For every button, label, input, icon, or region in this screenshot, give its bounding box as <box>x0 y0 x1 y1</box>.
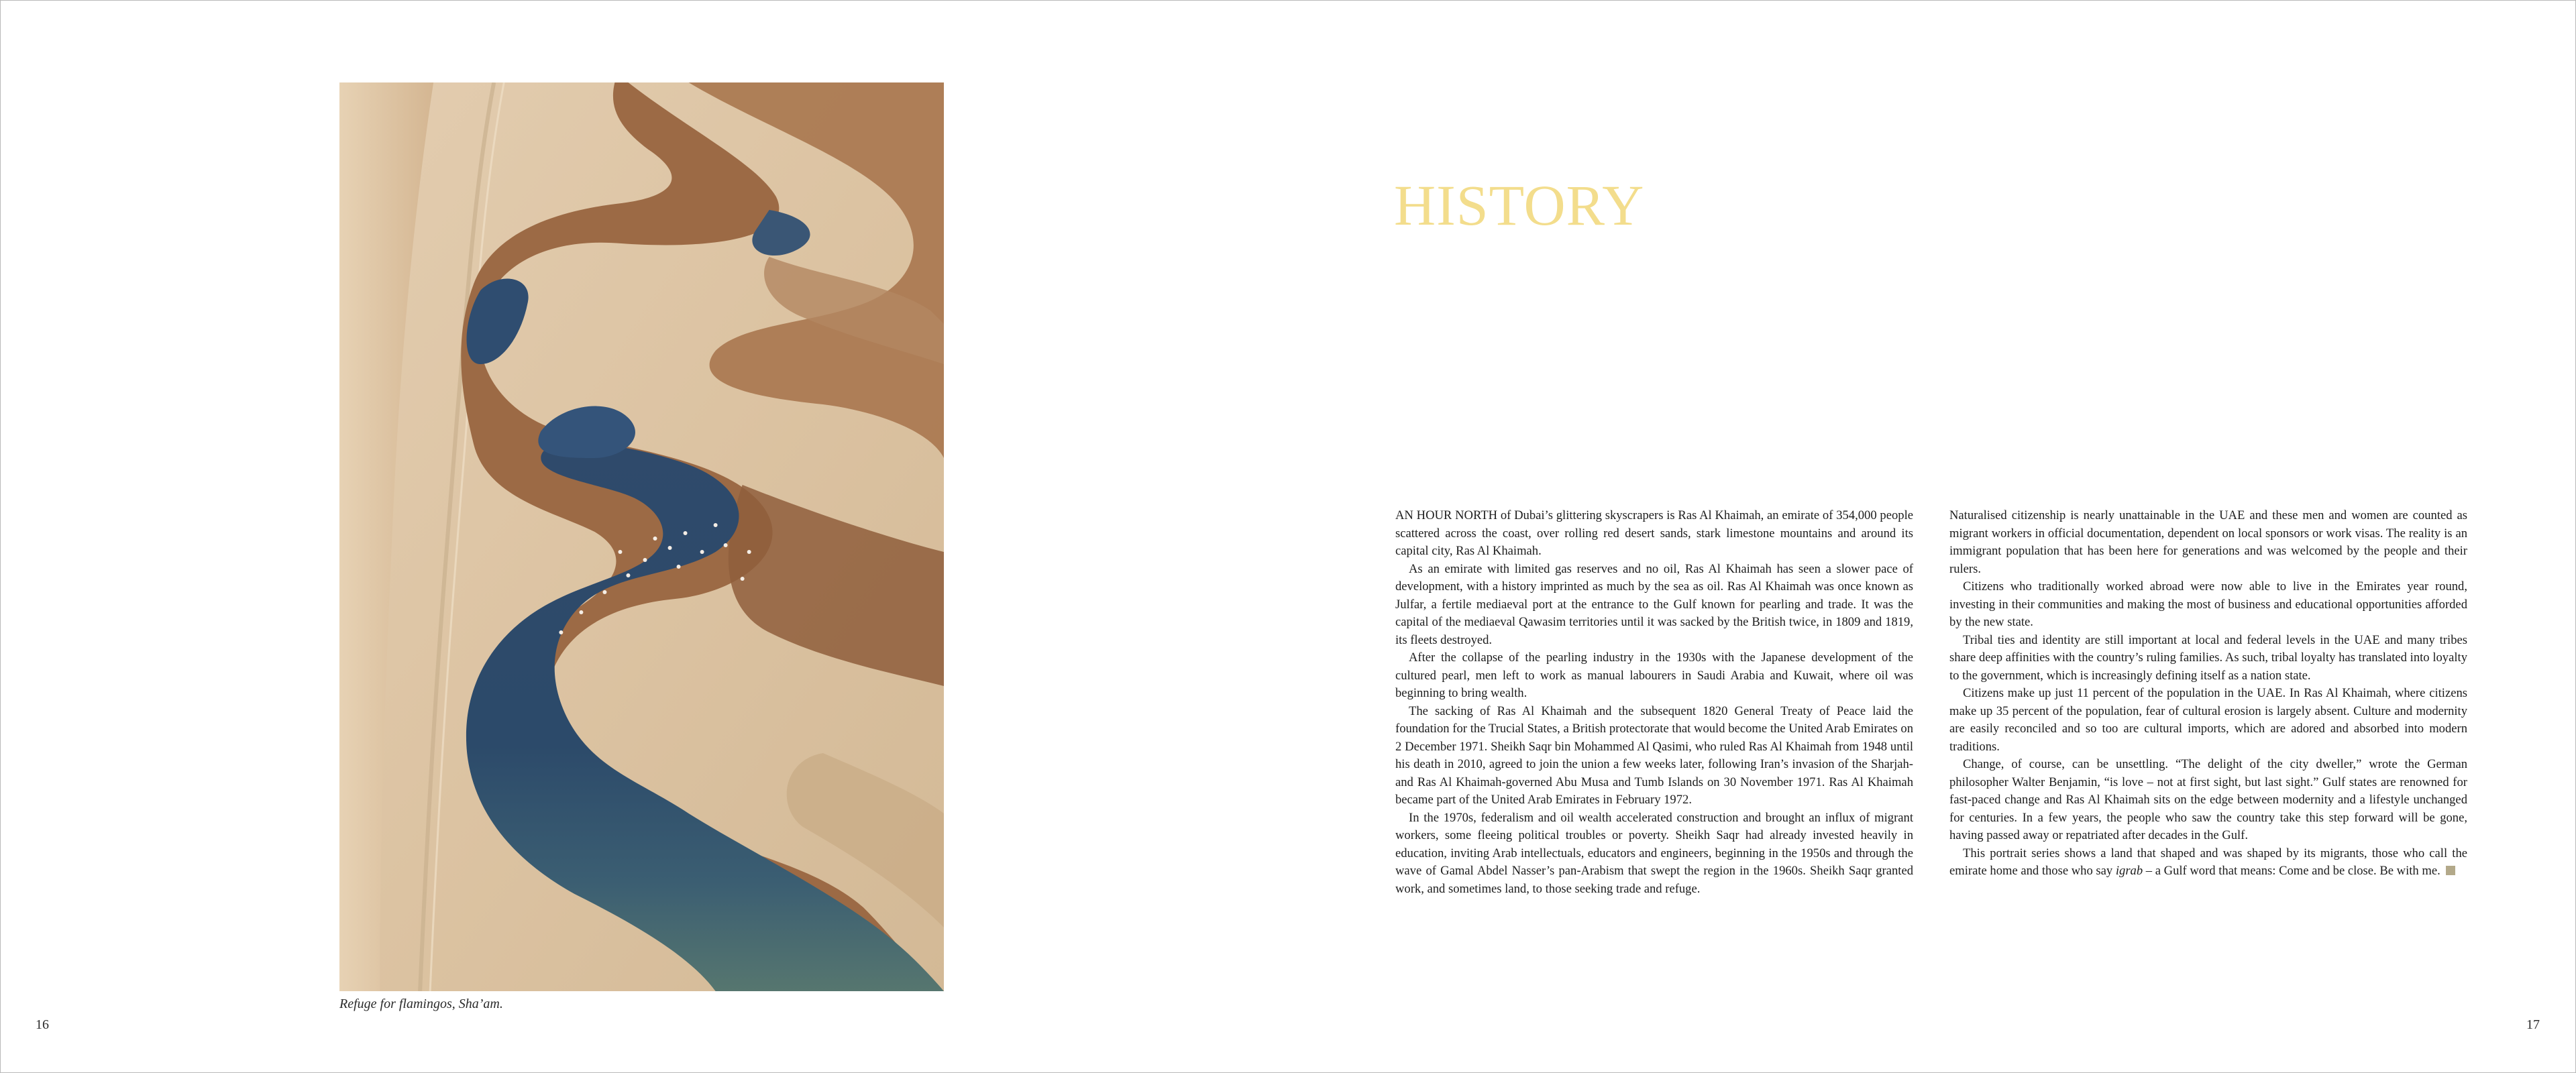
paragraph: Citizens make up just 11 percent of the population in the UAE. In Ras Al Khaimah, where citizens make up 35 percent of the population, fear of cultural erosion is largely absent. Culture and modernity are easily reconciled and so too are cultural imports, which are adored and absorbed into modern traditions. <box>1949 686 2467 754</box>
paragraph: Tribal ties and identity are still important at local and federal levels in the UAE and many tribes share deep affinities with the country’s ruling families. As such, tribal loyalty has translated into loyalty to the government, which is increasingly defining itself as a nation state. <box>1949 632 2467 683</box>
text-column-1 <box>1395 507 1913 898</box>
paragraph: Change, of course, can be unsettling. “The delight of the city dweller,” wrote the German philosopher Walter Benjamin, “is love – not at first sight, but last sight.” Gulf states are renowned for fast-paced change and Ras Al Khaimah sits on the edge between modernity and a lifestyle unchanged for centuries. In a few years, the people who saw the country take this step forward will be gone, having passed away or repatriated after decades in the Gulf. <box>1949 757 2467 842</box>
aerial-landscape-photo <box>339 82 944 991</box>
left-page <box>1 1 1288 1072</box>
page-number-right: 17 <box>2526 1017 2540 1032</box>
italic-word: igrab <box>2115 864 2143 878</box>
paragraph: As an emirate with limited gas reserves and no oil, Ras Al Khaimah has seen a slower pace of development, with a history imprinted as much by the sea as oil. Ras Al Khaimah was once known as Julfar, a fertile mediaeval port at the entrance to the Gulf known for pearling and trade. It was the capital of the mediaeval Qawasim territories until it was sacked by the British twice, in 1809 and 1819, its fleets destroyed. <box>1395 561 1913 647</box>
photo-illustration <box>339 82 944 991</box>
paragraph: After the collapse of the pearling industry in the 1930s with the Japanese development of the cultured pearl, men left to work as manual labourers in Saudi Arabia and Kuwait, where oil was beginning to bring wealth. <box>1395 651 1913 700</box>
text-column-2 <box>1949 507 2467 881</box>
right-page <box>1288 1 2575 1072</box>
page-number-left: 16 <box>36 1017 49 1032</box>
paragraph: Citizens who traditionally worked abroad were now able to live in the Emirates year round, investing in their communities and making the most of business and educational opportunities afforded by the new state. <box>1949 579 2467 629</box>
final-paragraph <box>1949 845 2467 881</box>
end-of-article-square-icon <box>2446 866 2455 875</box>
paragraph: The sacking of Ras Al Khaimah and the subsequent 1820 General Treaty of Peace laid the foundation for the Trucial States, a British protectorate that would become the United Arab Emirates on 2 December 1971. Sheikh Saqr bin Mohammed Al Qasimi, who ruled Ras Al Khaimah from 1948 until his death in 2010, agreed to join the union a few weeks later, following Iran’s invasion of the Sharjah- and Ras Al Khaimah-governed Abu Musa and Tumb Islands on 30 November 1971. Ras Al Khaimah became part of the United Arab Emirates in February 1972. <box>1395 703 1913 807</box>
final-text-end: – a Gulf word that means: Come and be close. Be with me. <box>2143 864 2440 878</box>
photo-caption: Refuge for flamingos, Sha’am. <box>339 997 503 1011</box>
paragraph: In the 1970s, federalism and oil wealth accelerated construction and brought an influx of migrant workers, some fleeing political troubles or poverty. Sheikh Saqr had already invested heavily in education, inviting Arab intellectuals, educators and engineers, beginning in the 1950s and through the wave of Gamal Abdel Nasser’s pan-Arabism that swept the region in the 1960s. Sheikh Saqr granted work, and sometimes land, to those seeking trade and refuge. <box>1395 810 1913 896</box>
paragraph: AN HOUR NORTH of Dubai’s glittering skyscrapers is Ras Al Khaimah, an emirate of 354,000 people scattered across the coast, over rolling red desert sands, stark limestone mountains and around its capital city, Ras Al Khaimah. <box>1395 508 1913 558</box>
final-text-start: This portrait series shows a land that shaped and was shaped by its migrants, those who call the emirate home and those who say <box>1949 846 2467 878</box>
chapter-heading: HISTORY <box>1394 173 1645 237</box>
paragraph: Naturalised citizenship is nearly unattainable in the UAE and these men and women are counted as migrant workers in official documentation, dependent on local sponsors or work visas. The reality is an immigrant population that has been here for generations and was welcomed by the people and their rulers. <box>1949 508 2467 576</box>
